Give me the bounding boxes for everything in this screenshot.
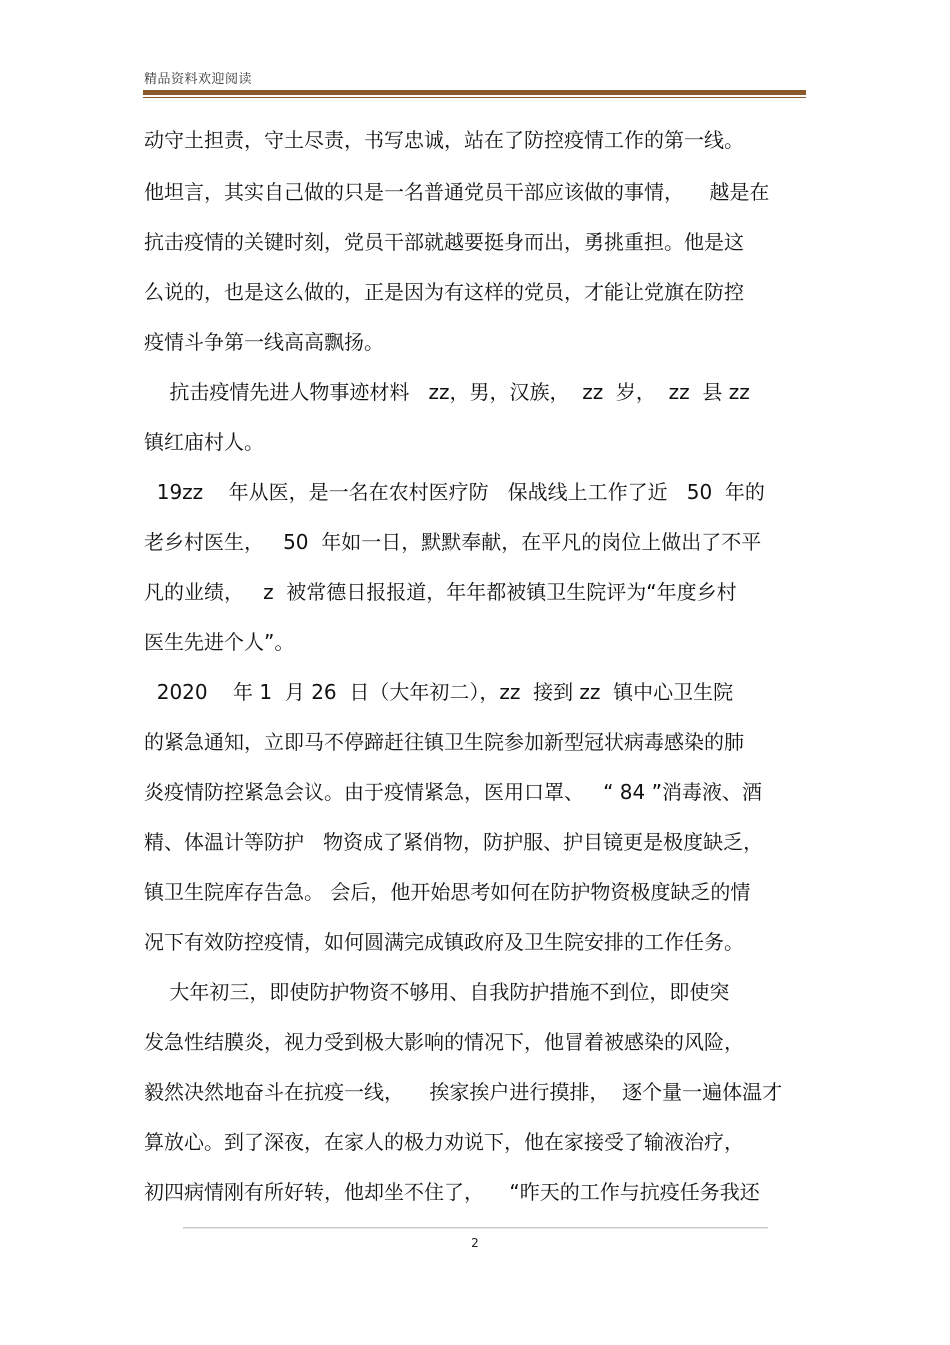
body-line: 动守土担责，守土尽责，书写忠诚，站在了防控疫情工作的第一线。 <box>144 128 744 152</box>
body-line: 凡的业绩， z 被常德日报报道，年年都被镇卫生院评为“年度乡村 <box>144 580 737 604</box>
header-title: 精品资料欢迎阅读 <box>144 72 253 87</box>
body-line: 2020 年 1 月 26 日（大年初二），zz 接到 zz 镇中心卫生院 <box>144 680 734 704</box>
body-line: 大年初三，即使防护物资不够用、自我防护措施不到位，即使突 <box>144 980 730 1004</box>
body-line: 抗击疫情先进人物事迹材料 zz，男，汉族， zz 岁， zz 县 zz <box>144 380 750 404</box>
body-line: 他坦言，其实自己做的只是一名普通党员干部应该做的事情， 越是在 <box>144 180 770 204</box>
body-line: 医生先进个人”。 <box>144 630 295 654</box>
body-line: 况下有效防控疫情，如何圆满完成镇政府及卫生院安排的工作任务。 <box>144 930 744 954</box>
body-line: 算放心。到了深夜，在家人的极力劝说下，他在家接受了输液治疗， <box>144 1130 744 1154</box>
body-line: 19zz 年从医，是一名在农村医疗防 保战线上工作了近 50 年的 <box>144 480 765 504</box>
body-line: 炎疫情防控紧急会议。由于疫情紧急，医用口罩、 “ 84 ”消毒液、酒 <box>144 780 762 804</box>
body-line: 疫情斗争第一线高高飘扬。 <box>144 330 384 354</box>
body-line: 的紧急通知，立即马不停蹄赶往镇卫生院参加新型冠状病毒感染的肺 <box>144 730 744 754</box>
body-line: 抗击疫情的关键时刻，党员干部就越要挺身而出，勇挑重担。他是这 <box>144 230 744 254</box>
body-line: 老乡村医生， 50 年如一日，默默奉献，在平凡的岗位上做出了不平 <box>144 530 762 554</box>
header-rule-thin <box>143 97 806 98</box>
footer-rule <box>183 1227 768 1228</box>
body-line: 毅然决然地奋斗在抗疫一线， 挨家挨户进行摸排， 逐个量一遍体温才 <box>144 1080 783 1104</box>
body-line: 精、体温计等防护 物资成了紧俏物，防护服、护目镜更是极度缺乏， <box>144 830 764 854</box>
body-line: 初四病情刚有所好转，他却坐不住了， “昨天的工作与抗疫任务我还 <box>144 1180 760 1204</box>
page-number: 2 <box>471 1236 479 1250</box>
body-line: 镇红庙村人。 <box>144 430 264 454</box>
body-line: 镇卫生院库存告急。 会后，他开始思考如何在防护物资极度缺乏的情 <box>144 880 751 904</box>
body-line: 发急性结膜炎，视力受到极大影响的情况下，他冒着被感染的风险， <box>144 1030 744 1054</box>
body-line: 么说的，也是这么做的，正是因为有这样的党员，才能让党旗在防控 <box>144 280 744 304</box>
header-rule <box>143 90 806 95</box>
